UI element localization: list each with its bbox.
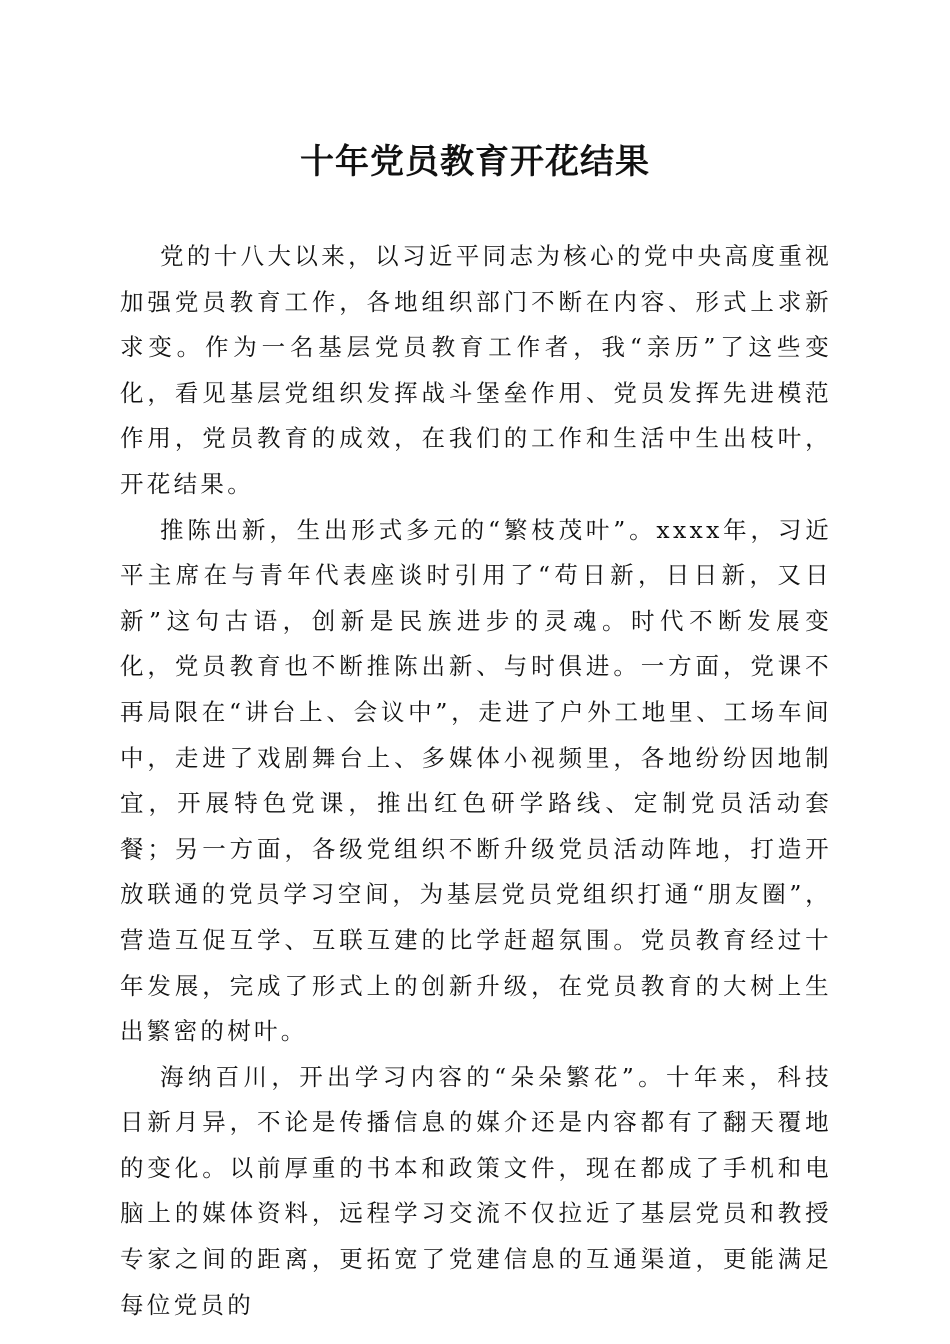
document-body [120,234,832,1328]
paragraph: 推陈出新，生出形式多元的“繁枝茂叶”。xxxx年，习近平主席在与青年代表座谈时引用了“苟日新，日日新，又日新”这句古语，创新是民族进步的灵魂。时代不断发展变化，党员教育也不断推陈出新、与时俱进。一方面，党课不再局限在“讲台上、会议中”，走进了户外工地里、工场车间中，走进了戏剧舞台上、多媒体小视频里，各地纷纷因地制宜，开展特色党课，推出红色研学路线、定制党员活动套餐；另一方面，各级党组织不断升级党员活动阵地，打造开放联通的党员学习空间，为基层党员党组织打通“朋友圈”，营造互促互学、互联互建的比学赶超氛围。党员教育经过十年发展，完成了形式上的创新升级，在党员教育的大树上生出繁密的树叶。 [120,515,832,1046]
document-title: 十年党员教育开花结果 [300,142,650,182]
paragraph: 党的十八大以来，以习近平同志为核心的党中央高度重视加强党员教育工作，各地组织部门不断在内容、形式上求新求变。作为一名基层党员教育工作者，我“亲历”了这些变化，看见基层党组织发挥战斗堡垒作用、党员发挥先进模范作用，党员教育的成效，在我们的工作和生活中生出枝叶，开花结果。 [120,242,832,498]
paragraph: 海纳百川，开出学习内容的“朵朵繁花”。十年来，科技日新月异，不论是传播信息的媒介还是内容都有了翻天覆地的变化。以前厚重的书本和政策文件，现在都成了手机和电脑上的媒体资料，远程学习交流不仅拉近了基层党员和教授专家之间的距离，更拓宽了党建信息的互通渠道，更能满足每位党员的 [120,1062,832,1319]
